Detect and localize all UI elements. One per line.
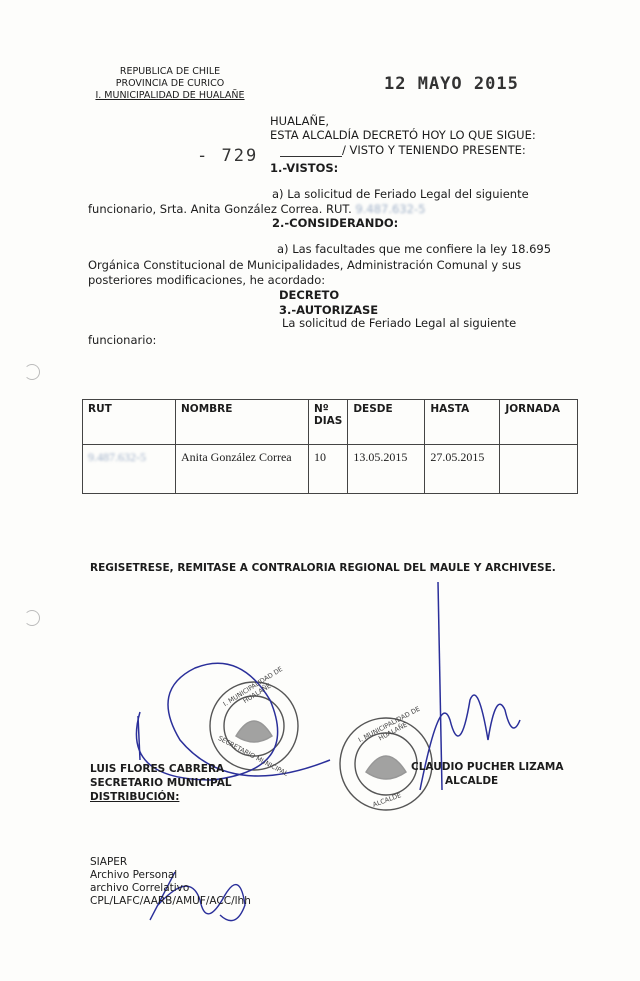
autorizase-title: 3.-AUTORIZASE [279, 303, 379, 317]
left-signatory [90, 762, 232, 804]
header-line-1: REPUBLICA DE CHILE [119, 66, 221, 77]
distribucion-title: DISTRIBUCIÓN: [90, 791, 180, 803]
considerando-a-line3: posteriores modificaciones, he acordado: [88, 273, 326, 287]
vistos-title: 1.-VISTOS: [270, 161, 339, 175]
considerando-a-line2: Orgánica Constitucional de Municipalidades, Administración Comunal y sus [88, 258, 522, 272]
alcaldia-line: ESTA ALCALDÍA DECRETÓ HOY LO QUE SIGUE: [270, 128, 536, 142]
col-rut: RUT [83, 400, 176, 445]
considerando-a-line1: a) Las facultades que me confiere la ley 18.695 [277, 242, 552, 256]
autorizase-line1: La solicitud de Feriado Legal al siguiente [282, 316, 517, 330]
header-line-2: PROVINCIA DE CURICO [115, 78, 225, 89]
distribution-list [90, 856, 251, 908]
col-dias: Nº DIAS [309, 400, 348, 445]
seal-right-bottom-text: ALCALDE [371, 791, 403, 809]
visto-line: / VISTO Y TENIENDO PRESENTE: [342, 143, 526, 157]
vistos-a-line1: a) La solicitud de Feriado Legal del siguiente [272, 187, 529, 201]
cell-hasta: 27.05.2015 [425, 445, 500, 494]
right-signatory-title: ALCALDE [445, 775, 499, 787]
considerando-title: 2.-CONSIDERANDO: [272, 216, 399, 230]
col-hasta: HASTA [425, 400, 500, 445]
list-item: archivo Correlativo [90, 882, 190, 894]
cell-rut: 9.487.632-5 [83, 445, 176, 494]
left-signatory-name: LUIS FLORES CABRERA [90, 763, 225, 775]
list-item: Archivo Personal [90, 869, 178, 881]
place-line: HUALAÑE, [270, 114, 329, 128]
seal-right-top-text: I. MUNICIPALIDAD DE HUALAÑE [356, 704, 422, 745]
vistos-rut: 9.487.632-5 [355, 202, 426, 216]
seal-left-top-text: I. MUNICIPALIDAD DE HUALAÑE [221, 665, 285, 709]
punch-hole [24, 364, 40, 380]
col-nombre: NOMBRE [176, 400, 309, 445]
col-desde: DESDE [348, 400, 425, 445]
date-stamp: 12 MAYO 2015 [384, 74, 519, 94]
vistos-a-text: funcionario, Srta. Anita González Correa. RUT. [88, 202, 352, 216]
header-line-3: I. MUNICIPALIDAD DE HUALAÑE [95, 90, 245, 101]
right-signatory-name: CLAUDIO PUCHER LIZAMA [411, 761, 564, 773]
decree-number: - 729 [197, 146, 259, 166]
punch-hole [24, 610, 40, 626]
list-item: CPL/LAFC/AARB/AMUF/ACC/lhh [90, 895, 251, 907]
seal-left-bottom-text: SECRETARIO MUNICIPAL [216, 734, 290, 778]
registrese-line: REGISETRESE, REMITASE A CONTRALORIA REGIONAL DEL MAULE Y ARCHIVESE. [90, 562, 556, 574]
cell-nombre: Anita González Correa [176, 445, 309, 494]
cell-dias: 10 [309, 445, 348, 494]
list-item: SIAPER [90, 856, 128, 868]
left-signatory-title: SECRETARIO MUNICIPAL [90, 777, 232, 789]
cell-desde: 13.05.2015 [348, 445, 425, 494]
decreto-title: DECRETO [279, 288, 340, 302]
autorizase-line2: funcionario: [88, 333, 157, 347]
right-signatory [411, 760, 563, 788]
col-jornada: JORNADA [500, 400, 578, 445]
